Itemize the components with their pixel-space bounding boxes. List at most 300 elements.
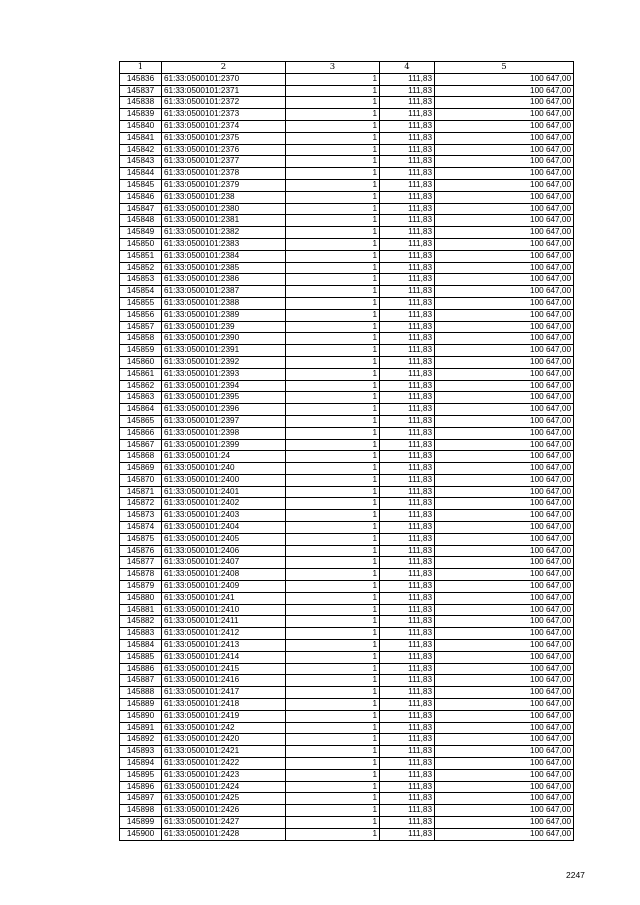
cadastral-number-cell: 61:33:0500101:2426 bbox=[162, 805, 286, 817]
value-cell: 100 647,00 bbox=[435, 120, 574, 132]
count-cell: 1 bbox=[286, 392, 380, 404]
count-cell: 1 bbox=[286, 120, 380, 132]
table-row bbox=[120, 781, 574, 793]
value-cell: 100 647,00 bbox=[435, 380, 574, 392]
cadastral-number-cell: 61:33:0500101:2372 bbox=[162, 97, 286, 109]
count-cell: 1 bbox=[286, 345, 380, 357]
count-cell: 1 bbox=[286, 333, 380, 345]
row-number-cell: 145868 bbox=[120, 451, 162, 463]
cadastral-number-cell: 61:33:0500101:239 bbox=[162, 321, 286, 333]
area-cell: 111,83 bbox=[380, 380, 435, 392]
cadastral-number-cell: 61:33:0500101:2408 bbox=[162, 569, 286, 581]
cadastral-number-cell: 61:33:0500101:2411 bbox=[162, 616, 286, 628]
value-cell: 100 647,00 bbox=[435, 227, 574, 239]
value-cell: 100 647,00 bbox=[435, 722, 574, 734]
area-cell: 111,83 bbox=[380, 227, 435, 239]
cadastral-number-cell: 61:33:0500101:2425 bbox=[162, 793, 286, 805]
count-cell: 1 bbox=[286, 215, 380, 227]
row-number-cell: 145877 bbox=[120, 557, 162, 569]
value-cell: 100 647,00 bbox=[435, 793, 574, 805]
cadastral-number-cell: 61:33:0500101:2397 bbox=[162, 415, 286, 427]
column-header-1: 1 bbox=[120, 62, 162, 74]
area-cell: 111,83 bbox=[380, 392, 435, 404]
area-cell: 111,83 bbox=[380, 321, 435, 333]
count-cell: 1 bbox=[286, 793, 380, 805]
row-number-cell: 145862 bbox=[120, 380, 162, 392]
table-row bbox=[120, 73, 574, 85]
count-cell: 1 bbox=[286, 451, 380, 463]
row-number-cell: 145878 bbox=[120, 569, 162, 581]
count-cell: 1 bbox=[286, 699, 380, 711]
value-cell: 100 647,00 bbox=[435, 274, 574, 286]
table-row bbox=[120, 557, 574, 569]
count-cell: 1 bbox=[286, 179, 380, 191]
cadastral-number-cell: 61:33:0500101:2375 bbox=[162, 132, 286, 144]
row-number-cell: 145842 bbox=[120, 144, 162, 156]
cadastral-number-cell: 61:33:0500101:2406 bbox=[162, 545, 286, 557]
area-cell: 111,83 bbox=[380, 557, 435, 569]
count-cell: 1 bbox=[286, 427, 380, 439]
cadastral-number-cell: 61:33:0500101:2418 bbox=[162, 699, 286, 711]
column-header-3: 3 bbox=[286, 62, 380, 74]
table-row bbox=[120, 758, 574, 770]
value-cell: 100 647,00 bbox=[435, 297, 574, 309]
area-cell: 111,83 bbox=[380, 368, 435, 380]
value-cell: 100 647,00 bbox=[435, 463, 574, 475]
table-row bbox=[120, 474, 574, 486]
row-number-cell: 145887 bbox=[120, 675, 162, 687]
cadastral-number-cell: 61:33:0500101:2385 bbox=[162, 262, 286, 274]
cadastral-number-cell: 61:33:0500101:2392 bbox=[162, 356, 286, 368]
value-cell: 100 647,00 bbox=[435, 451, 574, 463]
cadastral-number-cell: 61:33:0500101:2373 bbox=[162, 109, 286, 121]
value-cell: 100 647,00 bbox=[435, 262, 574, 274]
cadastral-number-cell: 61:33:0500101:2401 bbox=[162, 486, 286, 498]
count-cell: 1 bbox=[286, 85, 380, 97]
row-number-cell: 145851 bbox=[120, 250, 162, 262]
count-cell: 1 bbox=[286, 321, 380, 333]
table-row bbox=[120, 345, 574, 357]
value-cell: 100 647,00 bbox=[435, 132, 574, 144]
row-number-cell: 145861 bbox=[120, 368, 162, 380]
table-row bbox=[120, 321, 574, 333]
table-row bbox=[120, 769, 574, 781]
value-cell: 100 647,00 bbox=[435, 616, 574, 628]
count-cell: 1 bbox=[286, 592, 380, 604]
row-number-cell: 145885 bbox=[120, 651, 162, 663]
table-row bbox=[120, 415, 574, 427]
count-cell: 1 bbox=[286, 238, 380, 250]
row-number-cell: 145897 bbox=[120, 793, 162, 805]
cadastral-number-cell: 61:33:0500101:24 bbox=[162, 451, 286, 463]
value-cell: 100 647,00 bbox=[435, 769, 574, 781]
table-row bbox=[120, 510, 574, 522]
table-row bbox=[120, 179, 574, 191]
row-number-cell: 145873 bbox=[120, 510, 162, 522]
row-number-cell: 145883 bbox=[120, 628, 162, 640]
row-number-cell: 145841 bbox=[120, 132, 162, 144]
cadastral-number-cell: 61:33:0500101:2423 bbox=[162, 769, 286, 781]
table-row bbox=[120, 663, 574, 675]
column-header-5: 5 bbox=[435, 62, 574, 74]
area-cell: 111,83 bbox=[380, 356, 435, 368]
cadastral-number-cell: 61:33:0500101:2420 bbox=[162, 734, 286, 746]
value-cell: 100 647,00 bbox=[435, 805, 574, 817]
area-cell: 111,83 bbox=[380, 120, 435, 132]
count-cell: 1 bbox=[286, 498, 380, 510]
table-row bbox=[120, 439, 574, 451]
cadastral-number-cell: 61:33:0500101:2388 bbox=[162, 297, 286, 309]
row-number-cell: 145863 bbox=[120, 392, 162, 404]
table-row bbox=[120, 734, 574, 746]
row-number-cell: 145846 bbox=[120, 191, 162, 203]
table-body bbox=[120, 73, 574, 840]
row-number-cell: 145864 bbox=[120, 404, 162, 416]
count-cell: 1 bbox=[286, 510, 380, 522]
value-cell: 100 647,00 bbox=[435, 203, 574, 215]
table-row bbox=[120, 356, 574, 368]
value-cell: 100 647,00 bbox=[435, 404, 574, 416]
cadastral-number-cell: 61:33:0500101:2376 bbox=[162, 144, 286, 156]
cadastral-number-cell: 61:33:0500101:2379 bbox=[162, 179, 286, 191]
area-cell: 111,83 bbox=[380, 144, 435, 156]
row-number-cell: 145869 bbox=[120, 463, 162, 475]
value-cell: 100 647,00 bbox=[435, 486, 574, 498]
value-cell: 100 647,00 bbox=[435, 144, 574, 156]
area-cell: 111,83 bbox=[380, 722, 435, 734]
row-number-cell: 145866 bbox=[120, 427, 162, 439]
count-cell: 1 bbox=[286, 769, 380, 781]
row-number-cell: 145870 bbox=[120, 474, 162, 486]
table-row bbox=[120, 710, 574, 722]
value-cell: 100 647,00 bbox=[435, 356, 574, 368]
area-cell: 111,83 bbox=[380, 687, 435, 699]
area-cell: 111,83 bbox=[380, 73, 435, 85]
table-row bbox=[120, 215, 574, 227]
cadastral-number-cell: 61:33:0500101:2389 bbox=[162, 309, 286, 321]
row-number-cell: 145853 bbox=[120, 274, 162, 286]
cadastral-number-cell: 61:33:0500101:2386 bbox=[162, 274, 286, 286]
cadastral-number-cell: 61:33:0500101:2387 bbox=[162, 286, 286, 298]
count-cell: 1 bbox=[286, 616, 380, 628]
cadastral-number-cell: 61:33:0500101:2384 bbox=[162, 250, 286, 262]
table-row bbox=[120, 533, 574, 545]
count-cell: 1 bbox=[286, 687, 380, 699]
value-cell: 100 647,00 bbox=[435, 215, 574, 227]
row-number-cell: 145858 bbox=[120, 333, 162, 345]
cadastral-number-cell: 61:33:0500101:2407 bbox=[162, 557, 286, 569]
count-cell: 1 bbox=[286, 557, 380, 569]
cadastral-number-cell: 61:33:0500101:2398 bbox=[162, 427, 286, 439]
area-cell: 111,83 bbox=[380, 498, 435, 510]
value-cell: 100 647,00 bbox=[435, 651, 574, 663]
value-cell: 100 647,00 bbox=[435, 533, 574, 545]
count-cell: 1 bbox=[286, 604, 380, 616]
area-cell: 111,83 bbox=[380, 451, 435, 463]
cadastral-number-cell: 61:33:0500101:2404 bbox=[162, 522, 286, 534]
row-number-cell: 145896 bbox=[120, 781, 162, 793]
value-cell: 100 647,00 bbox=[435, 368, 574, 380]
value-cell: 100 647,00 bbox=[435, 345, 574, 357]
value-cell: 100 647,00 bbox=[435, 85, 574, 97]
table-row bbox=[120, 238, 574, 250]
count-cell: 1 bbox=[286, 640, 380, 652]
count-cell: 1 bbox=[286, 144, 380, 156]
cadastral-number-cell: 61:33:0500101:2419 bbox=[162, 710, 286, 722]
row-number-cell: 145886 bbox=[120, 663, 162, 675]
area-cell: 111,83 bbox=[380, 510, 435, 522]
row-number-cell: 145874 bbox=[120, 522, 162, 534]
count-cell: 1 bbox=[286, 168, 380, 180]
table-row bbox=[120, 817, 574, 829]
row-number-cell: 145838 bbox=[120, 97, 162, 109]
cadastral-number-cell: 61:33:0500101:2399 bbox=[162, 439, 286, 451]
row-number-cell: 145840 bbox=[120, 120, 162, 132]
value-cell: 100 647,00 bbox=[435, 828, 574, 840]
count-cell: 1 bbox=[286, 203, 380, 215]
table-row bbox=[120, 203, 574, 215]
value-cell: 100 647,00 bbox=[435, 73, 574, 85]
table-row bbox=[120, 640, 574, 652]
table-row bbox=[120, 545, 574, 557]
cadastral-number-cell: 61:33:0500101:242 bbox=[162, 722, 286, 734]
row-number-cell: 145836 bbox=[120, 73, 162, 85]
table-row bbox=[120, 828, 574, 840]
count-cell: 1 bbox=[286, 156, 380, 168]
area-cell: 111,83 bbox=[380, 663, 435, 675]
value-cell: 100 647,00 bbox=[435, 250, 574, 262]
area-cell: 111,83 bbox=[380, 345, 435, 357]
value-cell: 100 647,00 bbox=[435, 604, 574, 616]
value-cell: 100 647,00 bbox=[435, 522, 574, 534]
row-number-cell: 145855 bbox=[120, 297, 162, 309]
table-row bbox=[120, 120, 574, 132]
row-number-cell: 145875 bbox=[120, 533, 162, 545]
row-number-cell: 145888 bbox=[120, 687, 162, 699]
row-number-cell: 145844 bbox=[120, 168, 162, 180]
row-number-cell: 145893 bbox=[120, 746, 162, 758]
table-row bbox=[120, 380, 574, 392]
table-row bbox=[120, 144, 574, 156]
value-cell: 100 647,00 bbox=[435, 592, 574, 604]
area-cell: 111,83 bbox=[380, 203, 435, 215]
row-number-cell: 145865 bbox=[120, 415, 162, 427]
cadastral-number-cell: 61:33:0500101:2383 bbox=[162, 238, 286, 250]
area-cell: 111,83 bbox=[380, 533, 435, 545]
table-row bbox=[120, 592, 574, 604]
cadastral-number-cell: 61:33:0500101:2378 bbox=[162, 168, 286, 180]
area-cell: 111,83 bbox=[380, 805, 435, 817]
area-cell: 111,83 bbox=[380, 793, 435, 805]
value-cell: 100 647,00 bbox=[435, 758, 574, 770]
cadastral-number-cell: 61:33:0500101:2413 bbox=[162, 640, 286, 652]
row-number-cell: 145848 bbox=[120, 215, 162, 227]
table-row bbox=[120, 262, 574, 274]
table-row bbox=[120, 227, 574, 239]
area-cell: 111,83 bbox=[380, 604, 435, 616]
value-cell: 100 647,00 bbox=[435, 687, 574, 699]
row-number-cell: 145881 bbox=[120, 604, 162, 616]
table-row bbox=[120, 604, 574, 616]
area-cell: 111,83 bbox=[380, 427, 435, 439]
count-cell: 1 bbox=[286, 781, 380, 793]
table-row bbox=[120, 675, 574, 687]
row-number-cell: 145859 bbox=[120, 345, 162, 357]
row-number-cell: 145894 bbox=[120, 758, 162, 770]
cadastral-number-cell: 61:33:0500101:2391 bbox=[162, 345, 286, 357]
row-number-cell: 145839 bbox=[120, 109, 162, 121]
value-cell: 100 647,00 bbox=[435, 675, 574, 687]
cadastral-number-cell: 61:33:0500101:2416 bbox=[162, 675, 286, 687]
value-cell: 100 647,00 bbox=[435, 109, 574, 121]
table-row bbox=[120, 463, 574, 475]
row-number-cell: 145843 bbox=[120, 156, 162, 168]
area-cell: 111,83 bbox=[380, 168, 435, 180]
area-cell: 111,83 bbox=[380, 699, 435, 711]
cadastral-number-cell: 61:33:0500101:2390 bbox=[162, 333, 286, 345]
count-cell: 1 bbox=[286, 97, 380, 109]
row-number-cell: 145876 bbox=[120, 545, 162, 557]
area-cell: 111,83 bbox=[380, 628, 435, 640]
table-row bbox=[120, 498, 574, 510]
cadastral-number-cell: 61:33:0500101:2400 bbox=[162, 474, 286, 486]
row-number-cell: 145837 bbox=[120, 85, 162, 97]
area-cell: 111,83 bbox=[380, 286, 435, 298]
table-row bbox=[120, 132, 574, 144]
area-cell: 111,83 bbox=[380, 569, 435, 581]
row-number-cell: 145880 bbox=[120, 592, 162, 604]
row-number-cell: 145899 bbox=[120, 817, 162, 829]
row-number-cell: 145860 bbox=[120, 356, 162, 368]
area-cell: 111,83 bbox=[380, 710, 435, 722]
count-cell: 1 bbox=[286, 297, 380, 309]
row-number-cell: 145890 bbox=[120, 710, 162, 722]
cadastral-number-cell: 61:33:0500101:2395 bbox=[162, 392, 286, 404]
row-number-cell: 145891 bbox=[120, 722, 162, 734]
value-cell: 100 647,00 bbox=[435, 415, 574, 427]
count-cell: 1 bbox=[286, 522, 380, 534]
area-cell: 111,83 bbox=[380, 109, 435, 121]
cadastral-number-cell: 61:33:0500101:2428 bbox=[162, 828, 286, 840]
count-cell: 1 bbox=[286, 734, 380, 746]
count-cell: 1 bbox=[286, 73, 380, 85]
cadastral-number-cell: 61:33:0500101:2380 bbox=[162, 203, 286, 215]
row-number-cell: 145867 bbox=[120, 439, 162, 451]
table-row bbox=[120, 687, 574, 699]
row-number-cell: 145895 bbox=[120, 769, 162, 781]
count-cell: 1 bbox=[286, 262, 380, 274]
count-cell: 1 bbox=[286, 191, 380, 203]
cadastral-number-cell: 61:33:0500101:241 bbox=[162, 592, 286, 604]
row-number-cell: 145856 bbox=[120, 309, 162, 321]
value-cell: 100 647,00 bbox=[435, 557, 574, 569]
value-cell: 100 647,00 bbox=[435, 156, 574, 168]
value-cell: 100 647,00 bbox=[435, 510, 574, 522]
cadastral-number-cell: 61:33:0500101:2417 bbox=[162, 687, 286, 699]
count-cell: 1 bbox=[286, 132, 380, 144]
area-cell: 111,83 bbox=[380, 651, 435, 663]
count-cell: 1 bbox=[286, 486, 380, 498]
value-cell: 100 647,00 bbox=[435, 286, 574, 298]
table-row bbox=[120, 404, 574, 416]
area-cell: 111,83 bbox=[380, 250, 435, 262]
value-cell: 100 647,00 bbox=[435, 238, 574, 250]
count-cell: 1 bbox=[286, 722, 380, 734]
cadastral-number-cell: 61:33:0500101:2403 bbox=[162, 510, 286, 522]
table-row bbox=[120, 722, 574, 734]
value-cell: 100 647,00 bbox=[435, 321, 574, 333]
row-number-cell: 145900 bbox=[120, 828, 162, 840]
table-row bbox=[120, 109, 574, 121]
table-row bbox=[120, 250, 574, 262]
cadastral-number-cell: 61:33:0500101:2382 bbox=[162, 227, 286, 239]
count-cell: 1 bbox=[286, 380, 380, 392]
cadastral-number-cell: 61:33:0500101:2422 bbox=[162, 758, 286, 770]
area-cell: 111,83 bbox=[380, 333, 435, 345]
row-number-cell: 145879 bbox=[120, 581, 162, 593]
area-cell: 111,83 bbox=[380, 675, 435, 687]
count-cell: 1 bbox=[286, 805, 380, 817]
value-cell: 100 647,00 bbox=[435, 309, 574, 321]
cadastral-number-cell: 61:33:0500101:2409 bbox=[162, 581, 286, 593]
row-number-cell: 145892 bbox=[120, 734, 162, 746]
cadastral-number-cell: 61:33:0500101:2396 bbox=[162, 404, 286, 416]
row-number-cell: 145872 bbox=[120, 498, 162, 510]
area-cell: 111,83 bbox=[380, 274, 435, 286]
table-row bbox=[120, 156, 574, 168]
value-cell: 100 647,00 bbox=[435, 439, 574, 451]
value-cell: 100 647,00 bbox=[435, 179, 574, 191]
area-cell: 111,83 bbox=[380, 156, 435, 168]
table-row bbox=[120, 628, 574, 640]
table-row bbox=[120, 297, 574, 309]
area-cell: 111,83 bbox=[380, 97, 435, 109]
area-cell: 111,83 bbox=[380, 439, 435, 451]
table-row bbox=[120, 97, 574, 109]
cadastral-number-cell: 61:33:0500101:2421 bbox=[162, 746, 286, 758]
area-cell: 111,83 bbox=[380, 415, 435, 427]
row-number-cell: 145847 bbox=[120, 203, 162, 215]
value-cell: 100 647,00 bbox=[435, 734, 574, 746]
count-cell: 1 bbox=[286, 758, 380, 770]
table-row bbox=[120, 793, 574, 805]
value-cell: 100 647,00 bbox=[435, 699, 574, 711]
value-cell: 100 647,00 bbox=[435, 191, 574, 203]
column-header-4: 4 bbox=[380, 62, 435, 74]
area-cell: 111,83 bbox=[380, 758, 435, 770]
table-row bbox=[120, 274, 574, 286]
count-cell: 1 bbox=[286, 309, 380, 321]
count-cell: 1 bbox=[286, 628, 380, 640]
cadastral-number-cell: 61:33:0500101:2412 bbox=[162, 628, 286, 640]
table-row bbox=[120, 168, 574, 180]
area-cell: 111,83 bbox=[380, 191, 435, 203]
area-cell: 111,83 bbox=[380, 297, 435, 309]
count-cell: 1 bbox=[286, 404, 380, 416]
cadastral-number-cell: 61:33:0500101:240 bbox=[162, 463, 286, 475]
count-cell: 1 bbox=[286, 828, 380, 840]
count-cell: 1 bbox=[286, 368, 380, 380]
table-row bbox=[120, 427, 574, 439]
count-cell: 1 bbox=[286, 651, 380, 663]
area-cell: 111,83 bbox=[380, 581, 435, 593]
area-cell: 111,83 bbox=[380, 616, 435, 628]
area-cell: 111,83 bbox=[380, 132, 435, 144]
cadastral-number-cell: 61:33:0500101:2415 bbox=[162, 663, 286, 675]
area-cell: 111,83 bbox=[380, 262, 435, 274]
value-cell: 100 647,00 bbox=[435, 663, 574, 675]
table-row bbox=[120, 699, 574, 711]
